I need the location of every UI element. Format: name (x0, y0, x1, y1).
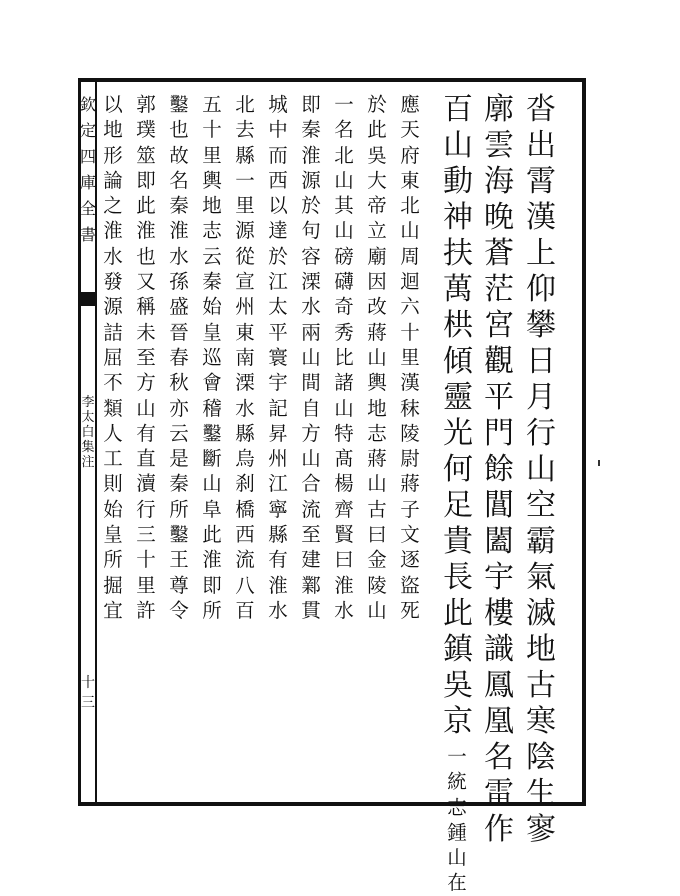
commentary-column: 城 中 而 西 以 達 於 江 太 平 寰 宇 記 昇 州 江 寧 縣 有 淮 水 (268, 93, 288, 622)
commentary-column: 應 天 府 東 北 山 周 迴 六 十 里 漢 秣 陵 尉 蔣 子 文 逐 盜 死 (400, 93, 420, 622)
commentary-column: 即 秦 淮 源 於 句 容 溧 水 兩 山 間 自 方 山 合 流 至 建 鄴 貫 (301, 93, 321, 622)
commentary-column: 鑿 也 故 名 秦 淮 水 孫 盛 晉 春 秋 亦 云 是 秦 所 鑿 王 尊 令 (169, 93, 189, 622)
commentary-column: 一 名 北 山 其 山 磅 礴 奇 秀 比 諸 山 特 髙 楊 齊 賢 曰 淮 水 (334, 93, 354, 622)
commentary-column: 北 去 縣 一 里 源 從 宣 州 東 南 溧 水 縣 烏 刹 橋 西 流 八 百 (235, 93, 255, 622)
fish-tail-mark (80, 292, 95, 306)
commentary-column: 於 此 吳 大 帝 立 廟 因 改 蔣 山 輿 地 志 蔣 山 古 曰 金 陵 山 (367, 93, 387, 622)
commentary-column: 五 十 里 輿 地 志 云 秦 始 皇 巡 會 稽 鑿 斷 山 阜 此 淮 即 所 (202, 93, 222, 622)
main-text-column: 沓 出 霄 漢 上 仰 攀 日 月 行 山 空 霸 氣 滅 地 古 寒 陰 生 寥 (526, 92, 556, 847)
commentary-column: 郭 璞 筮 即 此 淮 也 又 稱 未 至 方 山 有 直 瀆 行 三 十 里 許 (136, 93, 156, 622)
commentary-column: 以 地 形 論 之 淮 水 發 源 詰 屈 不 類 人 工 則 始 皇 所 掘 宜 (103, 93, 123, 622)
frame-top-border (78, 78, 586, 82)
main-text-column: 廓 雲 海 晚 蒼 茫 宮 觀 平 門 餘 閶 闔 宇 樓 識 鳳 凰 名 雷 作 (484, 92, 514, 847)
frame-right-border (582, 78, 586, 806)
spine-book-title: 欽 定 四 庫 全 書 (80, 95, 97, 244)
spine-volume-title: 李 太 白 集 注 (81, 395, 95, 470)
ink-speck (598, 460, 600, 466)
inline-note: 一 統 志 鍾 山 在 (447, 745, 467, 895)
main-text-column: 百 山 動 神 扶 萬 栱 傾 靈 光 何 足 貴 長 此 鎮 吳 京 (443, 92, 473, 739)
spine-page-number: 十三 (81, 675, 95, 711)
